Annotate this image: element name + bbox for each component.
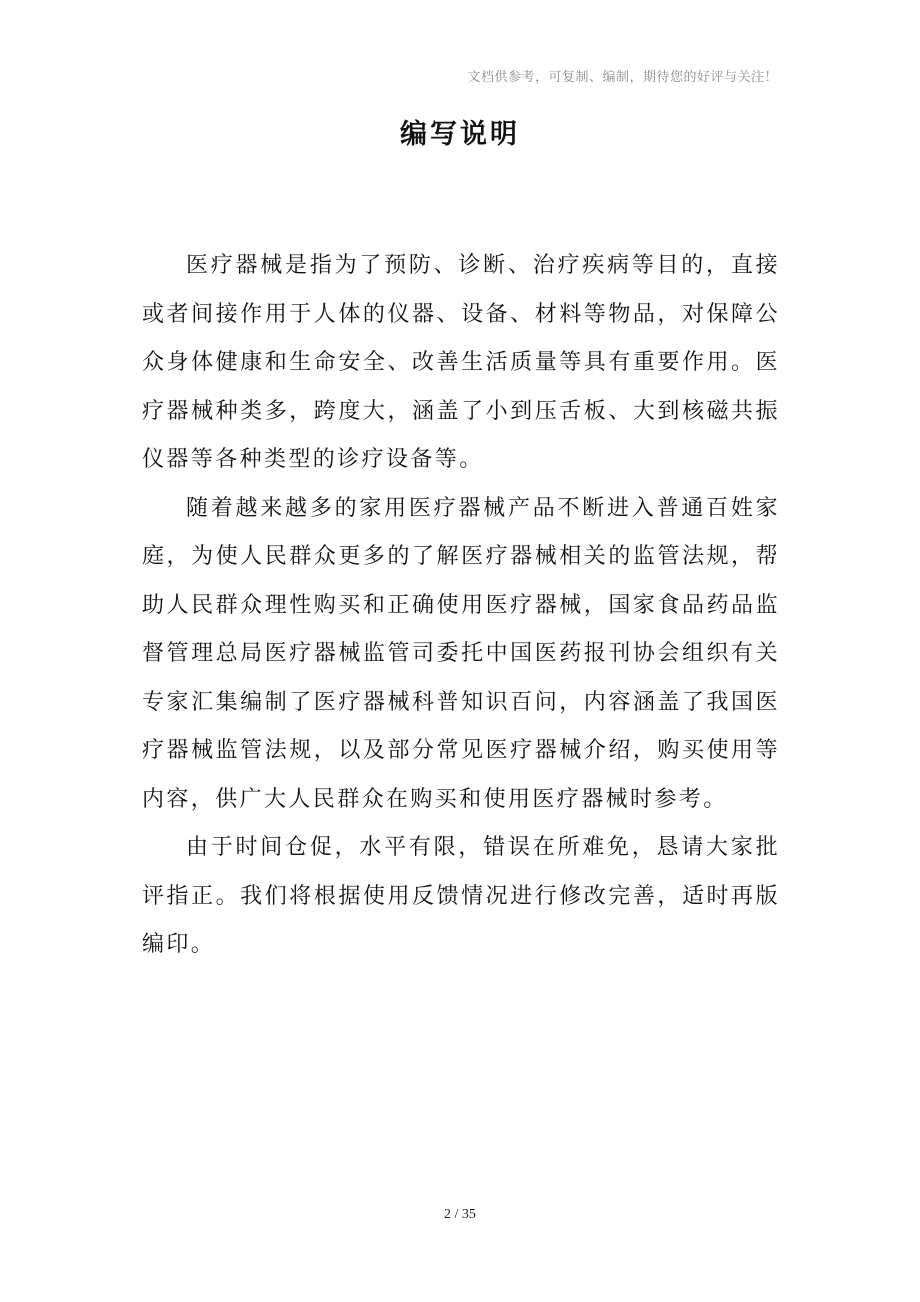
page-number: 2 / 35 bbox=[444, 1207, 476, 1222]
page-title: 编写说明 bbox=[400, 119, 520, 150]
header-note: 文档供参考，可复制、编制，期待您的好评与关注！ bbox=[467, 70, 778, 85]
paragraph-1: 医疗器械是指为了预防、诊断、治疗疾病等目的，直接或者间接作用于人体的仪器、设备、材料等物品，对保障公众身体健康和生命安全、改善生活质量等具有重要作用。医疗器械种类多，跨度大，涵盖了小到压舌板、大到核磁共振仪器等各种类型的诊疗设备等。 bbox=[142, 253, 780, 472]
document-body bbox=[142, 242, 780, 970]
paragraph-2: 随着越来越多的家用医疗器械产品不断进入普通百姓家庭，为使人民群众更多的了解医疗器械相关的监管法规，帮助人民群众理性购买和正确使用医疗器械，国家食品药品监督管理总局医疗器械监管司委托中国医药报刊协会组织有关专家汇集编制了医疗器械科普知识百问，内容涵盖了我国医疗器械监管法规，以及部分常见医疗器械介绍，购买使用等内容，供广大人民群众在购买和使用医疗器械时参考。 bbox=[142, 495, 780, 812]
paragraph-3: 由于时间仓促，水平有限，错误在所难免，恳请大家批评指正。我们将根据使用反馈情况进行修改完善，适时再版编印。 bbox=[142, 835, 780, 957]
